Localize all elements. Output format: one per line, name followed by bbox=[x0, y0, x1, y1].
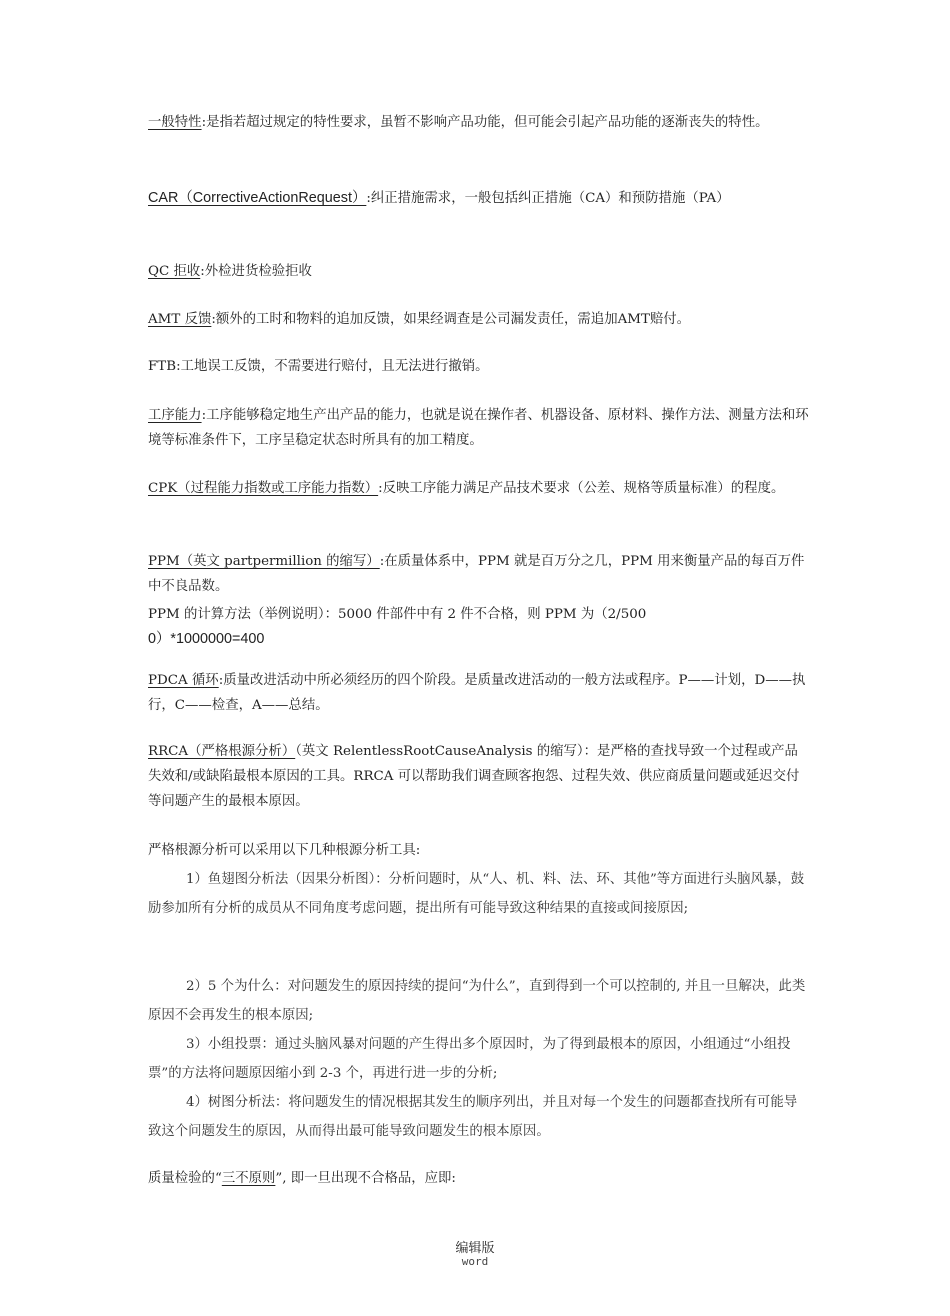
tool-item-group-vote: 3）小组投票：通过头脑风暴对问题的产生得出多个原因时，为了得到最根本的原因，小组通过“小组投票”的方法将问题原因缩小到 2-3 个，再进行进一步的分析; bbox=[148, 1037, 791, 1081]
entry-general-characteristic bbox=[148, 110, 810, 135]
term-ppm: PPM（英文 partpermillion 的缩写） bbox=[148, 554, 380, 569]
footer-edit-label: 编辑版 bbox=[455, 1241, 495, 1256]
entry-amt bbox=[148, 307, 810, 332]
tool-item-tree-diagram: 4）树图分析法：将问题发生的情况根据其发生的顺序列出，并且对每一个发生的问题都查找所有可能导致这个问题发生的原因，从而得出最可能导致问题发生的根本原因。 bbox=[148, 1095, 798, 1139]
ppm-calc-line1: PPM 的计算方法（举例说明）：5000 件部件中有 2 件不合格，则 PPM 为（2/500 bbox=[148, 607, 647, 622]
term-cpk: CPK（过程能力指数或工序能力指数） bbox=[148, 481, 379, 496]
entry-car bbox=[148, 186, 810, 211]
term-qc-reject: QC 拒收 bbox=[148, 264, 201, 279]
footer-word-label: word bbox=[461, 1255, 489, 1268]
tools-intro: 严格根源分析可以采用以下几种根源分析工具: bbox=[148, 843, 421, 858]
definition-cpk: :反映工序能力满足产品技术要求（公差、规格等质量标准）的程度。 bbox=[378, 481, 785, 496]
entry-cpk bbox=[148, 476, 810, 501]
entry-ftb bbox=[148, 354, 810, 379]
entry-process-capability bbox=[148, 403, 810, 453]
term-rrca: RRCA（严格根源分析） bbox=[148, 744, 296, 759]
three-no-prefix: 质量检验的“ bbox=[148, 1171, 222, 1186]
three-no-term: 三不原则 bbox=[221, 1171, 276, 1186]
entry-rrca bbox=[148, 739, 810, 814]
definition-ppm: :在质量体系中，PPM 就是百万分之几，PPM 用来衡量产品的每百万件中不良品数。 bbox=[148, 554, 805, 594]
entry-pdca bbox=[148, 668, 810, 718]
term-pdca: PDCA 循环 bbox=[148, 673, 219, 688]
definition-process-capability: :工序能够稳定地生产出产品的能力，也就是说在操作者、机器设备、原材料、操作方法、测量方法和环境等标准条件下，工序呈稳定状态时所具有的加工精度。 bbox=[148, 408, 809, 448]
tool-item-fishbone: 1）鱼翅图分析法（因果分析图）：分析问题时，从“人、机、料、法、环、其他”等方面进行头脑风暴，鼓励参加所有分析的成员从不同角度考虑问题，提出所有可能导致这种结果的直接或间接原因; bbox=[148, 872, 805, 916]
term-car: CAR（CorrectiveActionRequest） bbox=[148, 190, 367, 206]
tool-item-five-whys: 2）5 个为什么：对问题发生的原因持续的提问“为什么”，直到得到一个可以控制的, 并且一旦解决，此类原因不会再发生的根本原因; bbox=[148, 979, 806, 1023]
ppm-calc-line2: 0）*1000000=400 bbox=[148, 631, 265, 647]
term-amt: AMT 反馈 bbox=[148, 312, 212, 327]
entry-qc-reject bbox=[148, 259, 810, 284]
entry-ppm bbox=[148, 549, 810, 599]
definition-general-characteristic: :是指若超过规定的特性要求，虽暂不影响产品功能，但可能会引起产品功能的逐渐丧失的特性。 bbox=[201, 115, 769, 130]
definition-ftb: FTB:工地误工反馈，不需要进行赔付，且无法进行撤销。 bbox=[148, 359, 489, 374]
term-process-capability: 工序能力 bbox=[148, 408, 202, 423]
ppm-calculation bbox=[148, 602, 810, 652]
three-no-principle bbox=[148, 1166, 810, 1191]
three-no-suffix: ”, 即一旦出现不合格品，应即: bbox=[275, 1171, 456, 1186]
definition-car: :纠正措施需求，一般包括纠正措施（CA）和预防措施（PA） bbox=[366, 191, 730, 206]
definition-pdca: :质量改进活动中所必须经历的四个阶段。是质量改进活动的一般方法或程序。P——计划，D——执行，C——检查，A——总结。 bbox=[148, 673, 806, 713]
definition-amt: :额外的工时和物料的追加反馈，如果经调查是公司漏发责任，需追加AMT赔付。 bbox=[211, 312, 691, 327]
definition-rrca: （英文 RelentlessRootCauseAnalysis 的缩写）：是严格的查找导致一个过程或产品失效和/或缺陷最根本原因的工具。RRCA 可以帮助我们调查顾客抱怨、过程失效、供应商质量问题或延迟交付等问题产生的最根本原因。 bbox=[148, 744, 800, 809]
definition-qc-reject: :外检进货检验拒收 bbox=[200, 264, 312, 279]
term-general-characteristic: 一般特性 bbox=[148, 115, 202, 130]
